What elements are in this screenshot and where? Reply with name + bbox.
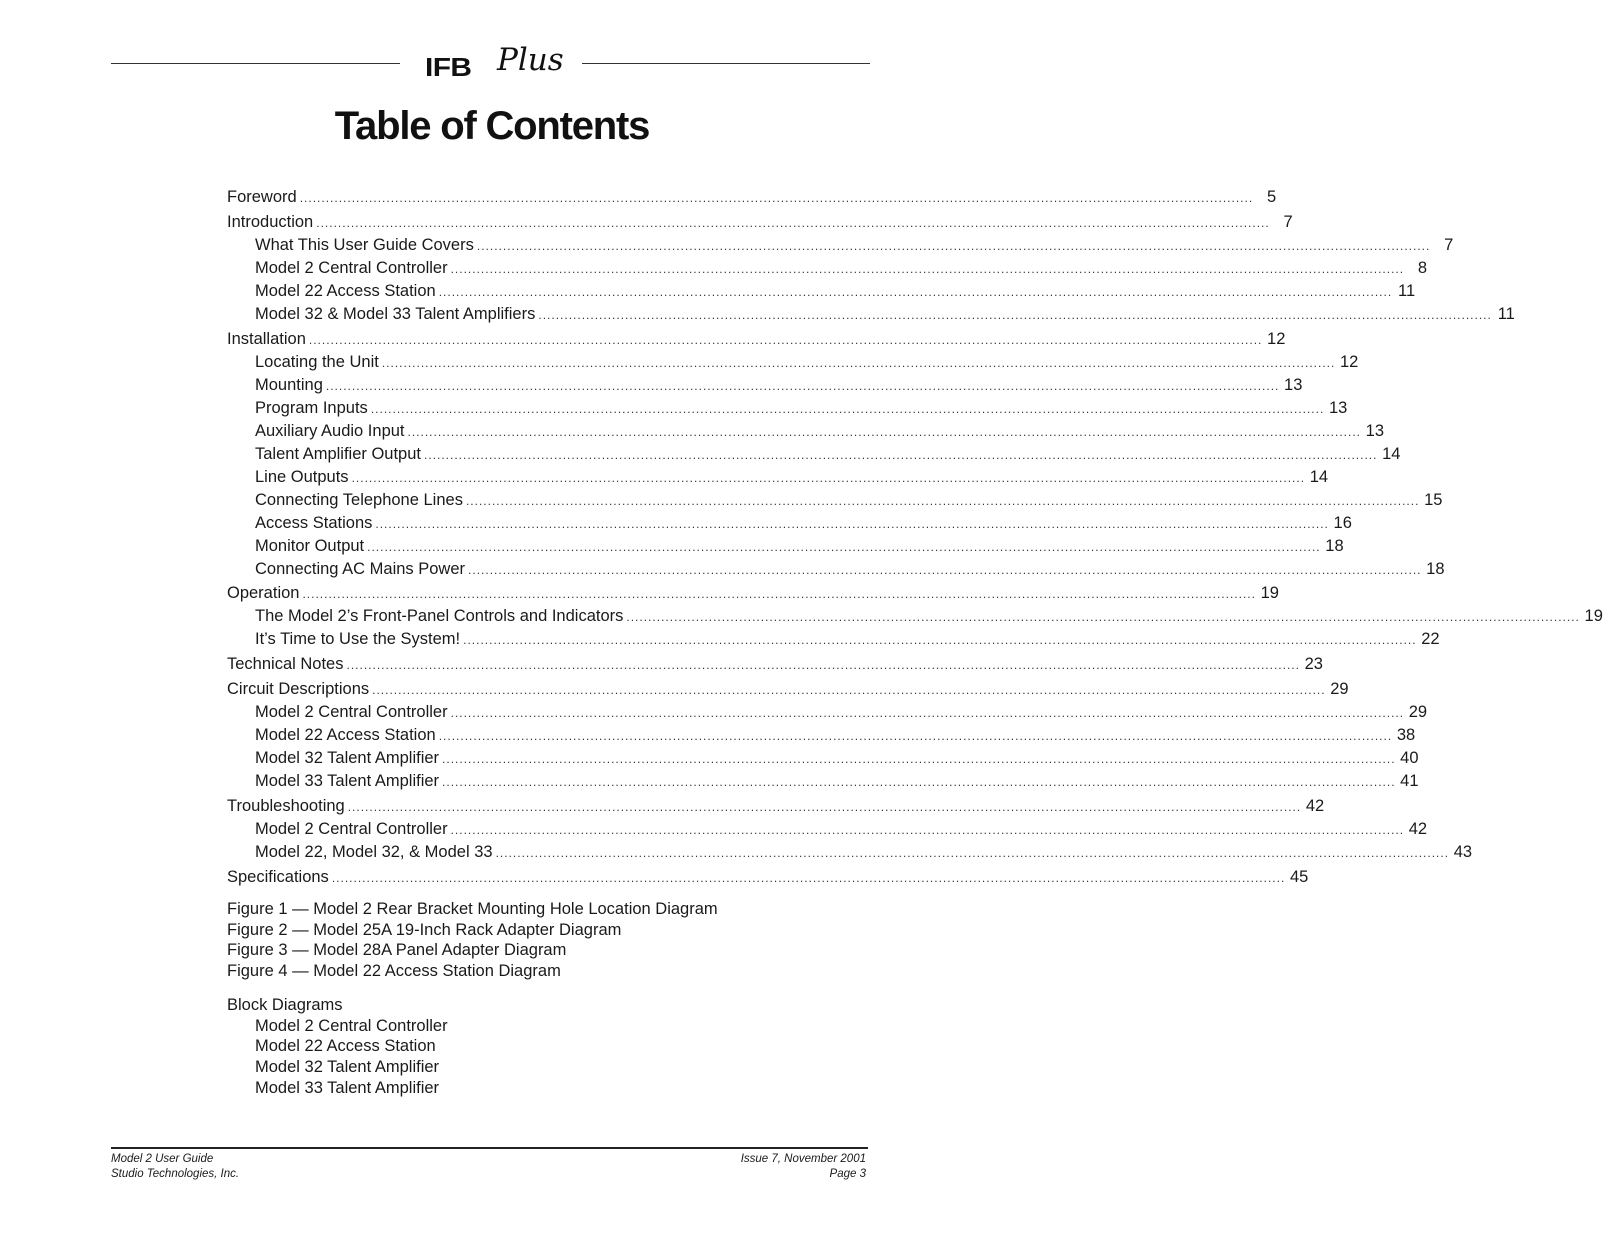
toc-entry-label: Troubleshooting (227, 796, 345, 815)
toc-entry-label: Foreword (227, 188, 297, 206)
dot-leader: ............................................................................................................................................................................................................................ (424, 447, 1378, 462)
toc-subentry (227, 629, 1440, 650)
toc-page-number: 15 (1424, 490, 1443, 509)
ifb-plus-logo (425, 40, 565, 86)
toc-entry-label: Monitor Output (255, 536, 365, 555)
figure-entry: Figure 2 — Model 25A 19-Inch Rack Adapter Diagram (227, 920, 622, 939)
block-diagram-entry: Model 32 Talent Amplifier (255, 1058, 440, 1077)
toc-entry (227, 654, 1323, 675)
footer-issue: Issue 7, November 2001 (740, 1153, 866, 1165)
toc-entry-label: Technical Notes (227, 655, 344, 674)
dot-leader: ............................................................................................................................................................................................................................ (626, 610, 1580, 625)
toc-page-number: 11 (1497, 304, 1515, 323)
toc-entry (227, 796, 1325, 817)
dot-leader: ............................................................................................................................................................................................................................ (407, 424, 1361, 439)
dot-leader: ............................................................................................................................................................................................................................ (308, 332, 1263, 347)
dot-leader: ............................................................................................................................................................................................................................ (495, 845, 1450, 860)
toc-subentry (227, 725, 1416, 746)
footer-page-number: Page 3 (829, 1168, 866, 1180)
block-diagrams-heading: Block Diagrams (227, 996, 343, 1014)
toc-entry-label: Program Inputs (255, 398, 368, 417)
toc-page-number: 14 (1309, 467, 1329, 486)
figure-entry: Figure 3 — Model 28A Panel Adapter Diagram (227, 941, 567, 960)
toc-subentry (227, 258, 1428, 279)
toc-subentry (227, 702, 1428, 723)
dot-leader: ............................................................................................................................................................................................................................ (538, 307, 1492, 322)
footer-right (741, 1152, 866, 1182)
toc-entry-label: Introduction (227, 212, 314, 231)
toc-subentry (227, 444, 1401, 465)
toc-subentry (227, 467, 1329, 488)
dot-leader: ............................................................................................................................................................................................................................ (302, 587, 1256, 602)
toc-page-number: 7 (1283, 212, 1293, 231)
dot-leader: ............................................................................................................................................................................................................................ (438, 284, 1393, 299)
toc-page-number: 19 (1260, 584, 1279, 603)
toc-page-number: 40 (1400, 749, 1419, 767)
toc-page-number: 13 (1328, 398, 1348, 417)
toc-subentry (227, 281, 1416, 302)
dot-leader: ............................................................................................................................................................................................................................ (465, 493, 1420, 508)
toc-entry-label: Locating the Unit (255, 352, 379, 371)
toc-page-number: 42 (1305, 796, 1325, 815)
toc-page-number: 18 (1325, 536, 1344, 555)
toc-entry-label: Circuit Descriptions (227, 680, 370, 698)
toc-entry-label: Access Stations (255, 513, 373, 532)
toc-entry-label: The Model 2’s Front-Panel Controls and Indicators (255, 607, 624, 626)
dot-leader: ............................................................................................................................................................................................................................ (468, 562, 1422, 577)
dot-leader: ............................................................................................................................................................................................................................ (442, 775, 1396, 789)
toc-page-number: 11 (1398, 281, 1416, 300)
toc-subentry (227, 235, 1454, 256)
toc-page-number: 14 (1382, 444, 1401, 463)
toc-page-number: 12 (1339, 352, 1359, 371)
toc-page-number: 13 (1365, 421, 1384, 440)
toc-page-number: 7 (1444, 235, 1454, 254)
toc-page-number: 38 (1396, 726, 1416, 744)
toc-page-number: 43 (1453, 842, 1473, 861)
toc-page-number: 8 (1417, 258, 1428, 277)
dot-leader: ............................................................................................................................................................................................................................ (325, 378, 1280, 393)
toc-entry-label: Model 32 Talent Amplifier (255, 749, 440, 767)
toc-entry-label: Connecting AC Mains Power (255, 559, 466, 578)
toc-page-number: 18 (1426, 559, 1445, 578)
toc-entry-label: Model 2 Central Controller (255, 258, 448, 277)
logo-main-text: IFB (425, 52, 472, 82)
page-title: Table of Contents (334, 104, 650, 148)
dot-leader: ............................................................................................................................................................................................................................ (299, 191, 1254, 205)
header-rule-left (111, 63, 400, 64)
dot-leader: ............................................................................................................................................................................................................................ (463, 633, 1417, 648)
dot-leader: ............................................................................................................................................................................................................................ (331, 870, 1286, 885)
footer-company: Studio Technologies, Inc. (111, 1168, 240, 1180)
toc-subentry (227, 398, 1348, 419)
figure-entry: Figure 1 — Model 2 Rear Bracket Mounting Hole Location Diagram (227, 900, 718, 918)
toc-page-number: 23 (1304, 655, 1323, 674)
toc-entry (227, 679, 1349, 700)
dot-leader: ............................................................................................................................................................................................................................ (347, 799, 1302, 814)
dot-leader: ............................................................................................................................................................................................................................ (450, 261, 1405, 276)
footer-guide-title: Model 2 User Guide (111, 1153, 214, 1165)
footer-rule (111, 1147, 868, 1149)
toc-page-number: 45 (1289, 867, 1309, 886)
toc-page-number: 16 (1333, 513, 1352, 532)
toc-entry (227, 583, 1279, 604)
toc-entry-label: Line Outputs (255, 467, 349, 486)
dot-leader: ............................................................................................................................................................................................................................ (316, 215, 1270, 230)
toc-entry-label: Model 2 Central Controller (255, 703, 448, 721)
dot-leader: ............................................................................................................................................................................................................................ (370, 401, 1325, 416)
dot-leader: ............................................................................................................................................................................................................................ (450, 706, 1405, 720)
toc-entry-label: Model 2 Central Controller (255, 819, 448, 838)
toc-entry-label: Model 22 Access Station (255, 281, 436, 300)
toc-page-number: 41 (1400, 772, 1419, 790)
toc-page-number: 42 (1408, 819, 1428, 838)
toc-entry-label: Model 33 Talent Amplifier (255, 772, 440, 790)
toc-entry-label: Connecting Telephone Lines (255, 490, 463, 509)
toc-subentry (227, 352, 1359, 373)
toc-page-number: 13 (1284, 375, 1303, 394)
block-diagrams-section (227, 995, 448, 1099)
toc-entry (227, 187, 1277, 208)
toc-subentry (227, 606, 1603, 627)
logo-script-text: Plus (497, 42, 564, 78)
toc-subentry (227, 421, 1384, 442)
toc-entry-label: Specifications (227, 867, 329, 886)
dot-leader: ............................................................................................................................................................................................................................ (442, 752, 1396, 766)
toc-subentry (227, 304, 1515, 325)
toc-entry-label: Installation (227, 329, 306, 348)
dot-leader: ............................................................................................................................................................................................................................ (346, 658, 1300, 673)
toc-subentry (227, 490, 1443, 511)
toc-page-number: 5 (1267, 188, 1277, 206)
toc-entry (227, 212, 1293, 233)
toc-subentry (227, 819, 1428, 840)
toc-page-number: 29 (1408, 703, 1428, 721)
dot-leader: ............................................................................................................................................................................................................................ (351, 470, 1306, 485)
toc-entry-label: What This User Guide Covers (255, 235, 474, 254)
dot-leader: ............................................................................................................................................................................................................................ (438, 729, 1393, 743)
toc-entry-label: Talent Amplifier Output (255, 444, 421, 463)
toc-subentry (227, 536, 1344, 557)
toc-entry-label: Model 22 Access Station (255, 726, 436, 744)
toc-entry (227, 329, 1286, 350)
figure-list (227, 899, 718, 982)
toc-subentry (227, 559, 1445, 580)
dot-leader: ............................................................................................................................................................................................................................ (375, 516, 1329, 531)
toc-entry-label: Model 22, Model 32, & Model 33 (255, 842, 493, 861)
header-rule-right (582, 63, 870, 64)
dot-leader: ............................................................................................................................................................................................................................ (381, 355, 1336, 370)
toc-subentry (227, 375, 1303, 396)
toc-subentry (227, 771, 1419, 792)
toc-subentry (227, 513, 1352, 534)
toc-subentry (227, 748, 1419, 769)
dot-leader: ............................................................................................................................................................................................................................ (367, 539, 1321, 554)
toc-entry-label: It’s Time to Use the System! (255, 630, 461, 649)
toc-entry-label: Auxiliary Audio Input (255, 421, 405, 440)
toc-entry-label: Operation (227, 584, 300, 603)
toc-entry (227, 867, 1309, 888)
figure-entry: Figure 4 — Model 22 Access Station Diagram (227, 962, 561, 981)
toc-page-number: 22 (1421, 630, 1440, 649)
toc-page-number: 29 (1330, 680, 1349, 698)
dot-leader: ............................................................................................................................................................................................................................ (450, 822, 1405, 837)
footer-left (111, 1152, 239, 1182)
toc-page-number: 12 (1267, 329, 1286, 348)
block-diagram-entry: Model 33 Talent Amplifier (255, 1078, 440, 1097)
block-diagram-entry: Model 2 Central Controller (255, 1016, 448, 1035)
toc-entry-label: Mounting (255, 375, 323, 394)
toc-entry-label: Model 32 & Model 33 Talent Amplifiers (255, 304, 536, 323)
dot-leader: ............................................................................................................................................................................................................................ (372, 683, 1326, 697)
toc-subentry (227, 842, 1473, 863)
dot-leader: ............................................................................................................................................................................................................................ (476, 238, 1431, 253)
toc-page-number: 19 (1584, 607, 1603, 626)
block-diagram-entry: Model 22 Access Station (255, 1037, 436, 1056)
